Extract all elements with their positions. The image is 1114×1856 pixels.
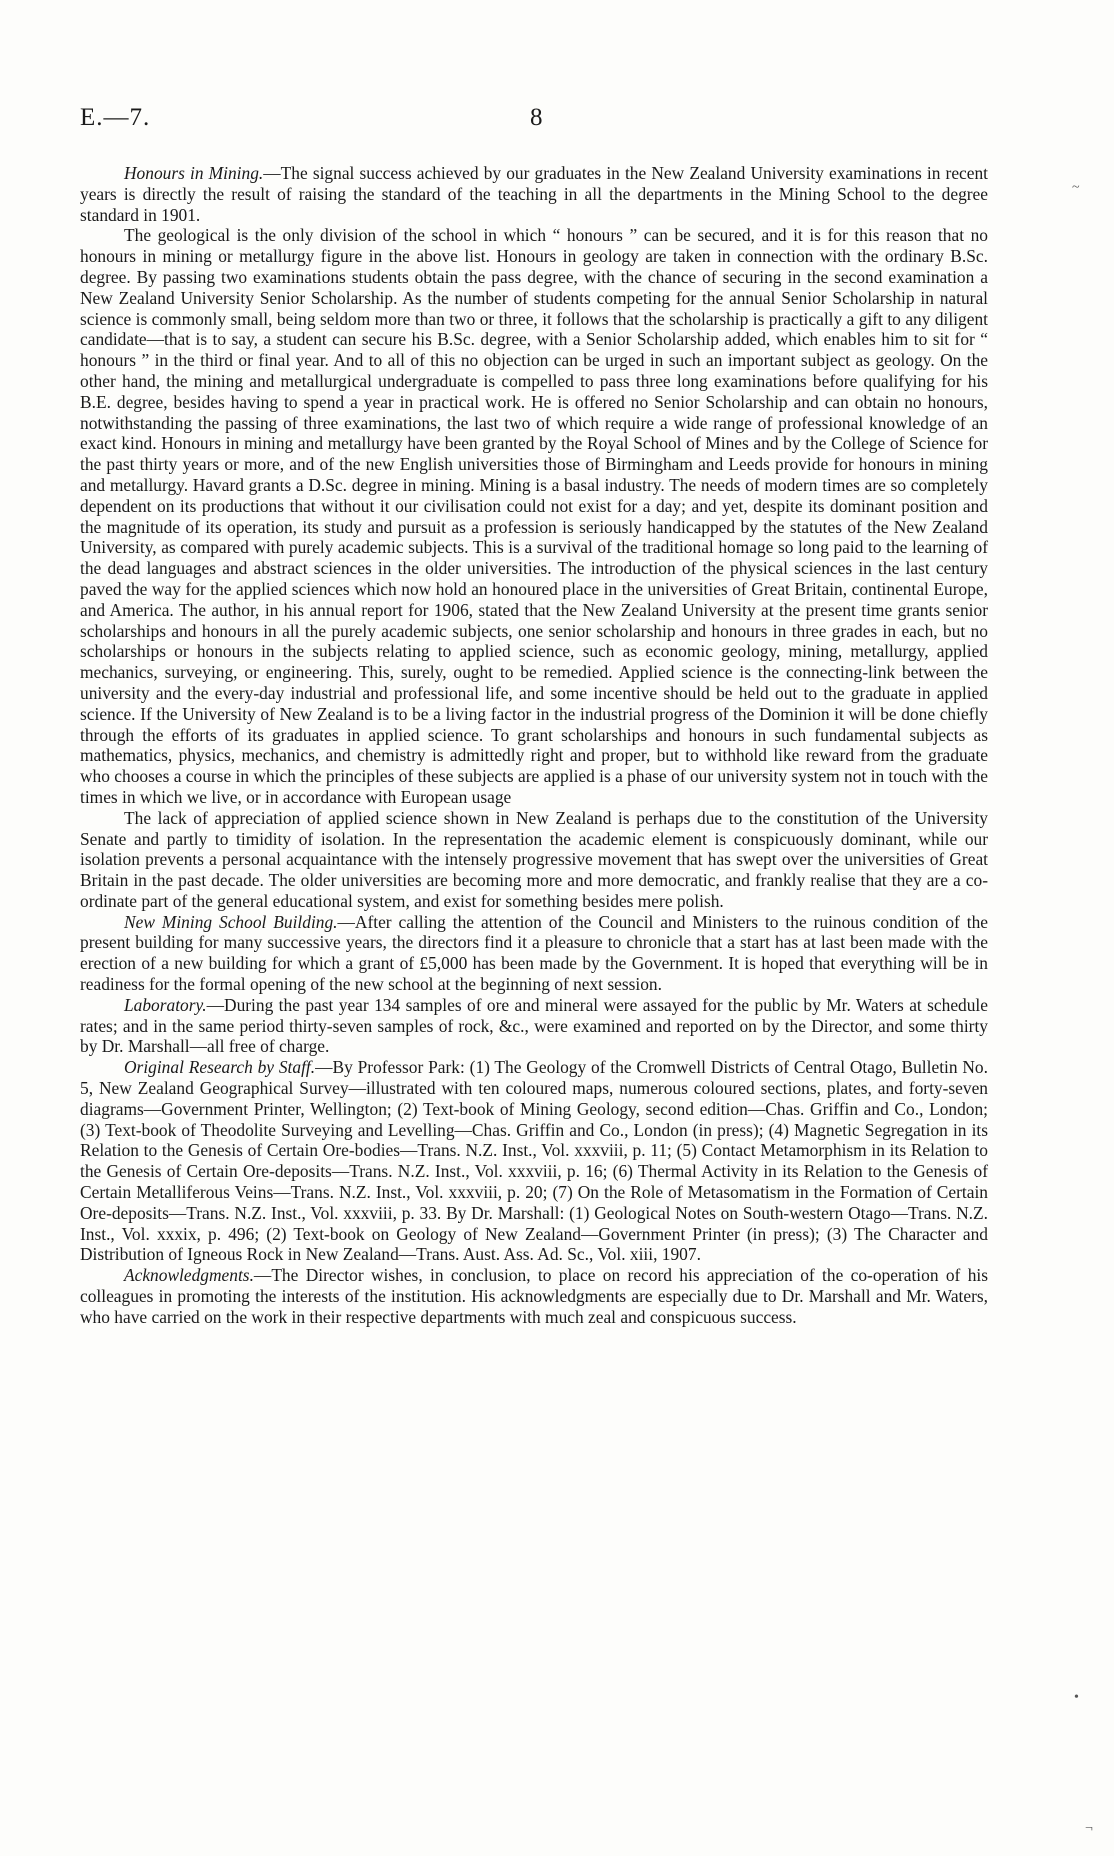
paragraph-heading: Honours in Mining.	[124, 163, 264, 183]
paragraph-text: —The Director wishes, in conclusion, to place on record his appreciation of the co-operation of his colleagues in promoting the interests of the institution. His acknowledgments are especially due to Dr. Marshall and Mr. Waters, who have carried on the work in their respective departments with much zeal and conspicuous success.	[80, 1265, 988, 1327]
paragraph-heading: Laboratory.	[124, 994, 207, 1015]
paragraph-acknowledgments	[80, 1265, 988, 1327]
body-text	[80, 163, 988, 1328]
margin-scan-mark: ~	[1072, 180, 1080, 195]
paragraph-honours-in-mining	[80, 163, 988, 225]
margin-scan-mark: ¬	[1085, 1821, 1093, 1836]
paragraph-geological-honours	[80, 225, 988, 807]
page-header	[80, 104, 1034, 144]
paragraph-heading: Acknowledgments.	[124, 1265, 254, 1286]
paragraph-heading: Original Research by Staff.	[124, 1057, 316, 1078]
paragraph-laboratory	[80, 995, 988, 1057]
paragraph-text: —During the past year 134 samples of ore and mineral were assayed for the public by Mr. Waters at schedule rates; and in the same period thirty-seven samples of rock, &c., were examined and reported on by the Director, and some thirty by Dr. Marshall—all free of charge.	[80, 994, 988, 1057]
document-reference: E.—7.	[80, 104, 151, 131]
paragraph-heading: New Mining School Building.	[124, 911, 338, 932]
paragraph-text: —By Professor Park: (1) The Geology of the Cromwell Districts of Central Otago, Bulletin No. 5, New Zealand Geographical Survey—illustrated with ten coloured maps, numerous coloured sections, plates, and forty-seven diagrams—Government Printer, Wellington; (2) Text-book of Mining Geology, second edition—Chas. Griffin and Co., London; (3) Text-book of Theodolite Surveying and Levelling—Chas. Griffin and Co., London (in press); (4) Magnetic Segregation in its Relation to the Genesis of Certain Ore-bodies—Trans. N.Z. Inst., Vol. xxxviii, p. 11; (5) Contact Metamorphism in its Relation to the Genesis of Certain Ore-deposits—Trans. N.Z. Inst., Vol. xxxviii, p. 16; (6) Thermal Activity in its Relation to the Genesis of Certain Metalliferous Veins—Trans. N.Z. Inst., Vol. xxxviii, p. 20; (7) On the Role of Metasomatism in the Formation of Certain Ore-deposits—Trans. N.Z. Inst., Vol. xxxviii, p. 33. By Dr. Marshall: (1) Geological Notes on South-western Otago—Trans. N.Z. Inst., Vol. xxxix, p. 496; (2) Text-book on Geology of New Zealand—Government Printer (in press); (3) The Character and Distribution of Igneous Rock in New Zealand—Trans. Aust. Ass. Ad. Sc., Vol. xiii, 1907.	[80, 1057, 988, 1265]
page-number: 8	[530, 104, 543, 131]
margin-scan-mark: •	[1074, 1690, 1079, 1705]
paragraph-text: —The signal success achieved by our graduates in the New Zealand University examinations in recent years is directly the result of raising the standard of the teaching in all the departments in the Mining School to the degree standard in 1901.	[80, 163, 989, 225]
paragraph-original-research	[80, 1057, 988, 1265]
paragraph-text: The lack of appreciation of applied science shown in New Zealand is perhaps due to the constitution of the University Senate and partly to timidity of isolation. In the representation the academic element is conspicuously dominant, while our isolation prevents a personal acquaintance with the intensely progressive movement that has swept over the universities of Great Britain in the past decade. The older universities are becoming more and more democratic, and frankly realise that they are a co-ordinate part of the general educational system, and exist for something besides mere polish.	[80, 807, 988, 911]
paragraph-new-building	[80, 912, 988, 995]
paragraph-text: The geological is the only division of the school in which “ honours ” can be secured, and it is for this reason that no honours in mining or metallurgy figure in the above list. Honours in geology are taken in connection with the ordinary B.Sc. degree. By passing two examinations students obtain the pass degree, with the chance of securing in the second examination a New Zealand University Senior Scholarship. As the number of students competing for the annual Senior Scholarship in natural science is commonly small, being seldom more than two or three, it follows that the scholarship is practically a gift to any diligent candidate—that is to say, a student can secure his B.Sc. degree, with a Senior Scholarship added, which enables him to sit for “ honours ” in the third or final year. And to all of this no objection can be urged in such an important subject as geology. On the other hand, the mining and metallurgical undergraduate is compelled to pass three long examinations before qualifying for his B.E. degree, besides having to spend a year in practical work. He is offered no Senior Scholarship and can obtain no honours, notwithstanding the passing of three examinations, the last two of which require a wide range of professional knowledge of an exact kind. Honours in mining and metallurgy have been granted by the Royal School of Mines and by the College of Science for the past thirty years or more, and of the new English universities those of Birmingham and Leeds provide for honours in mining and metallurgy. Havard grants a D.Sc. degree in mining. Mining is a basal industry. The needs of modern times are so completely dependent on its productions that without it our civilisation could not exist for a day; and yet, despite its dominant position and the magnitude of its operation, its study and pursuit as a profession is seriously handicapped by the statutes of the New Zealand University, as compared with purely academic subjects. This is a survival of the traditional homage so long paid to the learning of the dead languages and abstract sciences in the older universities. The introduction of the physical sciences in the last century paved the way for the applied sciences which now hold an honoured place in the universities of Great Britain, continental Europe, and America. The author, in his annual report for 1906, stated that the New Zealand University at the present time grants senior scholarships and honours in all the purely academic subjects, one senior scholarship and honours in three grades in each, but no scholarships or honours in the subjects relating to applied science, such as economic geology, mining, metallurgy, applied mechanics, surveying, or engineering. This, surely, ought to be remedied. Applied science is the connecting-link between the university and the every-day industrial and professional life, and some incentive should be held out to the graduate in applied science. If the University of New Zealand is to be a living factor in the industrial progress of the Dominion it will be done chiefly through the efforts of its graduates in applied science. To grant scholarships and honours in such fundamental subjects as mathematics, physics, mechanics, and chemistry is admittedly right and proper, but to withhold like reward from the graduate who chooses a course in which the principles of these subjects are applied is a phase of our university system not in touch with the times in which we live, or in accordance with European usage	[80, 225, 988, 807]
paragraph-applied-science	[80, 808, 988, 912]
paragraph-text: —After calling the attention of the Council and Ministers to the ruinous condition of the present building for many successive years, the directors find it a pleasure to chronicle that a start has at last been made with the erection of a new building for which a grant of £5,000 has been made by the Government. It is hoped that everything will be in readiness for the formal opening of the new school at the beginning of next session.	[80, 911, 988, 995]
